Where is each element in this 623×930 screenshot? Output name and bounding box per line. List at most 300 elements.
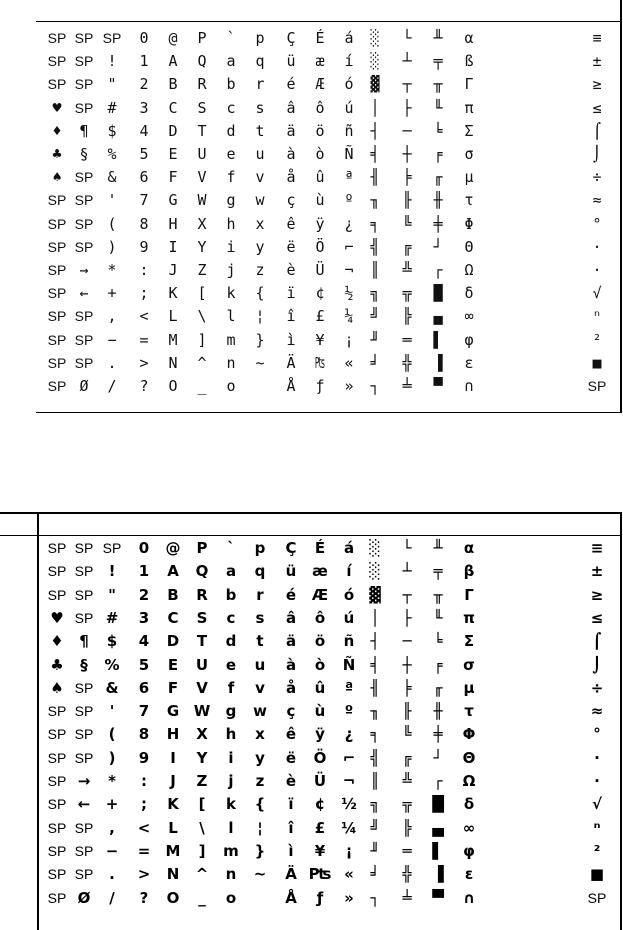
char-cell: }	[255, 330, 265, 349]
char-cell: ≈	[590, 702, 604, 721]
char-cell: »	[344, 377, 354, 395]
char-cell: τ	[464, 191, 474, 210]
char-cell: SP	[47, 262, 67, 278]
char-cell: c	[226, 98, 236, 117]
char-cell: X	[196, 725, 208, 744]
char-cell: SP	[74, 540, 94, 556]
char-cell: σ	[463, 655, 475, 674]
char-cell: Ä	[286, 353, 296, 372]
char-cell: f	[227, 678, 235, 697]
char-cell: G	[168, 191, 178, 210]
char-cell: g	[225, 702, 237, 721]
char-cell: SP	[74, 308, 94, 325]
char-cell: n	[226, 353, 236, 372]
char-cell: >	[139, 353, 149, 372]
char-cell: ░	[369, 539, 381, 557]
char-cell: q	[254, 562, 266, 581]
char-cell: ;	[141, 795, 147, 814]
char-cell: α	[463, 539, 475, 557]
char-cell: SP	[47, 749, 67, 766]
char-cell: ┼	[402, 145, 412, 163]
char-cell: ♥	[50, 608, 64, 627]
char-cell: ║	[370, 261, 380, 279]
char-cell: ♠	[50, 678, 64, 697]
char-cell: SP	[587, 889, 607, 906]
char-cell: ·	[594, 772, 600, 790]
char-cell: £	[314, 818, 326, 837]
char-cell: ö	[314, 632, 326, 651]
char-cell: í	[346, 562, 352, 581]
char-cell: ←	[79, 284, 89, 303]
char-cell: E	[167, 655, 179, 674]
char-cell: ╕	[370, 725, 380, 744]
char-cell: â	[285, 608, 297, 627]
char-cell: ╡	[370, 145, 380, 163]
char-cell: ┼	[402, 655, 412, 674]
char-cell: ¥	[315, 330, 325, 349]
char-cell: SP	[74, 819, 94, 836]
char-cell: ú	[344, 98, 354, 117]
char-cell: ╪	[433, 214, 443, 233]
char-cell: ╪	[433, 725, 443, 744]
char-cell: t	[255, 121, 265, 140]
char-cell: é	[285, 585, 297, 604]
char-cell: −	[107, 330, 117, 349]
char-cell: !	[108, 562, 116, 581]
char-cell: X	[197, 214, 207, 233]
char-cell: SP	[47, 889, 67, 906]
char-cell: ¿	[344, 725, 354, 744]
char-cell: =	[137, 841, 151, 860]
char-cell: ¢	[314, 795, 326, 814]
char-cell: C	[167, 608, 179, 627]
char-cell: e	[226, 145, 236, 163]
char-cell: G	[166, 702, 180, 721]
char-cell: W	[197, 191, 207, 210]
char-cell: α	[464, 29, 474, 47]
char-cell: æ	[312, 562, 328, 581]
char-cell: ó	[344, 75, 354, 94]
char-cell: SP	[74, 30, 94, 46]
char-cell: ♦	[52, 121, 62, 140]
char-cell: SP	[74, 679, 94, 696]
char-cell: SP	[47, 563, 67, 580]
char-cell: ╙	[433, 98, 443, 117]
char-cell: →	[79, 261, 89, 279]
char-cell: h	[226, 214, 236, 233]
char-cell: ÿ	[315, 214, 325, 233]
char-cell: ┤	[370, 121, 380, 140]
char-cell: 4	[139, 121, 149, 140]
char-cell: SP	[74, 842, 94, 859]
char-cell: ╛	[370, 353, 380, 372]
char-cell: w	[255, 191, 265, 210]
char-cell: ┌	[433, 772, 443, 790]
char-cell: *	[108, 772, 116, 790]
char-cell: SP	[74, 866, 94, 883]
char-cell: Ø	[77, 888, 91, 907]
char-cell: SP	[47, 215, 67, 232]
char-cell: Ö	[315, 237, 325, 256]
char-cell: R	[197, 75, 207, 94]
char-cell: SP	[47, 819, 67, 836]
char-cell: %	[107, 145, 117, 163]
char-cell: p	[254, 539, 266, 557]
char-cell: ó	[343, 585, 355, 604]
char-cell: SP	[47, 586, 67, 603]
char-cell: π	[464, 98, 474, 117]
char-cell: a	[225, 562, 237, 581]
char-cell: j	[228, 772, 234, 790]
char-cell: ╩	[402, 261, 412, 279]
char-cell: ò	[314, 655, 326, 674]
char-cell: @	[165, 539, 181, 557]
char-cell: ╫	[433, 702, 443, 721]
char-cell: M	[165, 841, 181, 860]
char-cell: .	[107, 353, 117, 372]
char-cell: 6	[138, 678, 150, 697]
char-cell: ∞	[464, 307, 474, 326]
char-cell: ±	[590, 562, 604, 581]
char-cell: Q	[197, 52, 207, 71]
char-cell: 7	[138, 702, 150, 721]
char-cell: ╒	[433, 655, 443, 674]
char-cell: →	[77, 772, 91, 790]
char-cell: g	[226, 191, 236, 210]
char-cell: ⌐	[342, 748, 356, 767]
char-cell: *	[107, 261, 117, 279]
char-cell: SP	[47, 866, 67, 883]
char-cell: H	[168, 214, 178, 233]
char-cell: D	[166, 632, 180, 651]
char-cell: √	[592, 284, 602, 303]
char-cell: §	[79, 145, 89, 163]
char-cell: m	[223, 841, 239, 860]
char-cell: ♠	[52, 168, 62, 187]
char-cell: v	[255, 678, 265, 697]
char-cell: î	[286, 307, 296, 326]
char-cell: C	[168, 98, 178, 117]
char-cell: #	[107, 98, 117, 117]
char-cell: ì	[286, 330, 296, 349]
char-cell: ╘	[433, 632, 443, 651]
char-cell: µ	[464, 168, 474, 187]
char-cell: ╫	[433, 191, 443, 210]
char-cell: z	[255, 772, 265, 790]
char-cell: D	[168, 121, 178, 140]
char-cell: ░	[370, 29, 380, 47]
char-cell: "	[108, 585, 116, 604]
char-cell: SP	[74, 99, 94, 116]
char-cell: SP	[74, 703, 94, 720]
char-cell: l	[228, 818, 234, 837]
char-cell: _	[198, 888, 206, 907]
char-cell: [	[198, 795, 206, 814]
char-cell: M	[168, 330, 178, 349]
char-cell: ═	[402, 841, 412, 860]
char-cell: Q	[195, 562, 209, 581]
char-cell: ⌡	[592, 145, 602, 163]
char-cell: .	[109, 865, 115, 884]
char-cell: É	[315, 29, 325, 47]
char-cell: ù	[315, 191, 325, 210]
char-cell: ║	[370, 772, 380, 790]
char-cell: d	[226, 121, 236, 140]
char-cell: ²	[593, 841, 601, 860]
char-cell: û	[315, 168, 325, 187]
char-cell: SP	[74, 354, 94, 371]
char-cell: ▀	[433, 377, 443, 395]
char-cell: ∞	[462, 818, 476, 837]
char-cell: w	[253, 702, 267, 721]
char-cell: L	[168, 307, 178, 326]
char-cell: ~	[253, 865, 267, 884]
char-cell: ê	[285, 725, 297, 744]
char-cell: N	[168, 353, 178, 372]
char-cell: ]	[197, 330, 207, 349]
char-cell: W	[193, 702, 211, 721]
char-cell: ♣	[50, 655, 64, 674]
char-cell: £	[315, 307, 325, 326]
char-cell: ²	[592, 330, 602, 349]
char-cell: 1	[139, 52, 149, 71]
char-cell: ⌡	[592, 655, 602, 674]
char-cell: Æ	[311, 585, 329, 604]
char-cell: N	[166, 865, 180, 884]
char-cell: =	[139, 330, 149, 349]
char-cell: &	[107, 168, 117, 187]
char-cell: SP	[74, 76, 94, 93]
char-cell: ╧	[402, 377, 412, 395]
char-cell: º	[344, 191, 354, 210]
char-cell: SP	[587, 378, 607, 394]
char-cell: SP	[47, 703, 67, 720]
char-cell: r	[256, 585, 264, 604]
char-cell: ε	[464, 353, 474, 372]
char-cell: φ	[464, 330, 474, 349]
char-cell: ─	[402, 121, 412, 140]
char-cell: J	[168, 261, 178, 279]
char-cell: h	[225, 725, 237, 744]
char-cell: ü	[286, 52, 296, 71]
char-cell: ╔	[402, 237, 412, 256]
char-cell: ç	[286, 702, 296, 721]
char-cell: Ç	[286, 29, 296, 47]
char-cell: 2	[139, 75, 149, 94]
char-cell: δ	[463, 795, 475, 814]
char-cell: ╤	[433, 562, 443, 581]
char-cell: ╘	[433, 121, 443, 140]
char-cell: á	[344, 29, 354, 47]
char-cell: Ö	[313, 748, 327, 767]
char-cell: ì	[288, 841, 294, 860]
char-cell: Å	[286, 377, 296, 395]
char-cell: ¼	[344, 307, 354, 326]
char-cell: ╞	[402, 678, 412, 697]
char-cell: ¦	[255, 307, 265, 326]
char-cell: B	[167, 585, 179, 604]
char-cell: ╥	[433, 75, 443, 94]
char-cell: ▄	[433, 307, 443, 326]
char-cell: O	[168, 377, 178, 395]
char-cell: ╝	[370, 818, 380, 837]
char-cell: ½	[344, 284, 354, 303]
char-cell: SP	[47, 53, 67, 70]
char-cell: S	[196, 608, 208, 627]
char-cell: í	[344, 52, 354, 71]
char-cell: SP	[47, 30, 67, 46]
char-cell: └	[402, 539, 412, 557]
char-cell: Ç	[285, 539, 297, 557]
upper-table-header-rule	[36, 21, 622, 22]
char-cell: SP	[47, 308, 67, 325]
char-cell: m	[226, 330, 236, 349]
char-cell: ¥	[314, 841, 326, 860]
char-cell: φ	[463, 841, 475, 860]
char-cell: v	[255, 168, 265, 187]
char-cell: ƒ	[315, 377, 325, 395]
char-cell: '	[107, 191, 117, 210]
char-cell: F	[168, 168, 178, 187]
char-cell: ┘	[433, 748, 443, 767]
char-cell: SP	[74, 169, 94, 186]
char-cell: ¡	[344, 330, 354, 349]
char-cell: z	[255, 261, 265, 279]
char-cell: ╩	[402, 772, 412, 790]
char-cell: ë	[286, 237, 296, 256]
char-cell: ╒	[433, 145, 443, 163]
char-cell: $	[107, 121, 117, 140]
char-cell: A	[168, 52, 178, 71]
char-cell: (	[108, 725, 116, 744]
char-cell: █	[432, 795, 444, 814]
char-cell: K	[168, 284, 178, 303]
char-cell: ε	[464, 865, 474, 884]
char-cell: 1	[138, 562, 150, 581]
char-cell: %	[104, 655, 120, 674]
lower-table-top-rule	[0, 512, 622, 514]
char-cell: ╬	[402, 865, 412, 884]
char-cell: k	[226, 795, 236, 814]
char-cell: SP	[47, 726, 67, 743]
char-cell: ▌	[432, 841, 444, 860]
char-cell: Ñ	[344, 145, 354, 163]
char-cell: /	[107, 377, 117, 395]
char-cell: Ω	[462, 772, 476, 790]
char-cell: q	[255, 52, 265, 71]
char-cell: Z	[196, 772, 208, 790]
char-cell: ä	[285, 632, 297, 651]
char-cell: SP	[47, 331, 67, 348]
char-cell: ÷	[590, 678, 604, 697]
char-cell: SP	[47, 540, 67, 556]
char-cell: Y	[196, 748, 208, 767]
char-cell: ╢	[370, 678, 380, 697]
char-cell: ⌠	[592, 121, 602, 140]
char-cell: SP	[74, 609, 94, 626]
char-cell: δ	[464, 284, 474, 303]
char-cell: b	[226, 75, 236, 94]
char-cell: Θ	[462, 748, 476, 767]
char-cell: SP	[74, 586, 94, 603]
char-cell: r	[255, 75, 265, 94]
char-cell: ^	[197, 353, 207, 372]
char-cell: K	[167, 795, 179, 814]
char-cell: ╛	[370, 865, 380, 884]
char-cell: ¶	[79, 632, 89, 651]
char-cell: Γ	[464, 75, 474, 94]
char-cell: ⁿ	[593, 818, 601, 837]
char-cell: O	[166, 888, 180, 907]
char-cell: SP	[74, 238, 94, 255]
char-cell: É	[314, 539, 326, 557]
char-cell: ╖	[370, 191, 380, 210]
char-cell: SP	[102, 30, 122, 46]
char-cell: '	[109, 702, 115, 721]
char-cell: ╟	[402, 191, 412, 210]
char-cell: p	[255, 29, 265, 47]
char-cell: SP	[47, 76, 67, 93]
char-cell: │	[370, 98, 380, 117]
char-cell: B	[168, 75, 178, 94]
char-cell: ≡	[590, 539, 604, 557]
char-cell: +	[105, 795, 119, 814]
char-cell: (	[107, 214, 117, 233]
char-cell: 5	[138, 655, 150, 674]
char-cell: î	[288, 818, 294, 837]
char-cell: SP	[47, 378, 67, 394]
char-cell: ═	[402, 330, 412, 349]
char-cell: ½	[341, 795, 357, 814]
char-cell: ∩	[464, 377, 474, 395]
char-cell: SP	[74, 215, 94, 232]
char-cell: ╖	[370, 702, 380, 721]
char-cell: F	[167, 678, 179, 697]
char-cell: │	[370, 608, 380, 627]
char-cell: æ	[315, 52, 325, 71]
char-cell: ¼	[341, 818, 357, 837]
char-cell: ù	[314, 702, 326, 721]
char-cell: 9	[138, 748, 150, 767]
char-cell: Ü	[315, 261, 325, 279]
char-cell: {	[255, 284, 265, 303]
char-cell: 6	[139, 168, 149, 187]
char-cell: ╦	[402, 284, 412, 303]
char-cell: ₧	[308, 865, 332, 884]
char-cell: ╞	[402, 168, 412, 187]
char-cell: ┬	[402, 75, 412, 94]
char-cell: s	[255, 608, 265, 627]
char-cell: ç	[286, 191, 296, 210]
char-cell: SP	[74, 331, 94, 348]
char-cell: ¿	[344, 214, 354, 233]
char-cell: ├	[402, 98, 412, 117]
char-cell: σ	[464, 145, 474, 163]
char-cell: å	[285, 678, 297, 697]
char-cell: 3	[139, 98, 149, 117]
char-cell: ░	[369, 562, 381, 581]
char-cell: Ω	[464, 261, 474, 279]
char-cell: SP	[74, 563, 94, 580]
char-cell: $	[106, 632, 118, 651]
char-cell: T	[197, 121, 207, 140]
char-cell: @	[168, 29, 178, 47]
char-cell: ♥	[52, 98, 62, 117]
char-cell: Φ	[462, 725, 476, 744]
char-cell: ▓	[370, 75, 380, 94]
char-cell: ┴	[402, 562, 412, 581]
char-cell: ª	[344, 168, 354, 187]
